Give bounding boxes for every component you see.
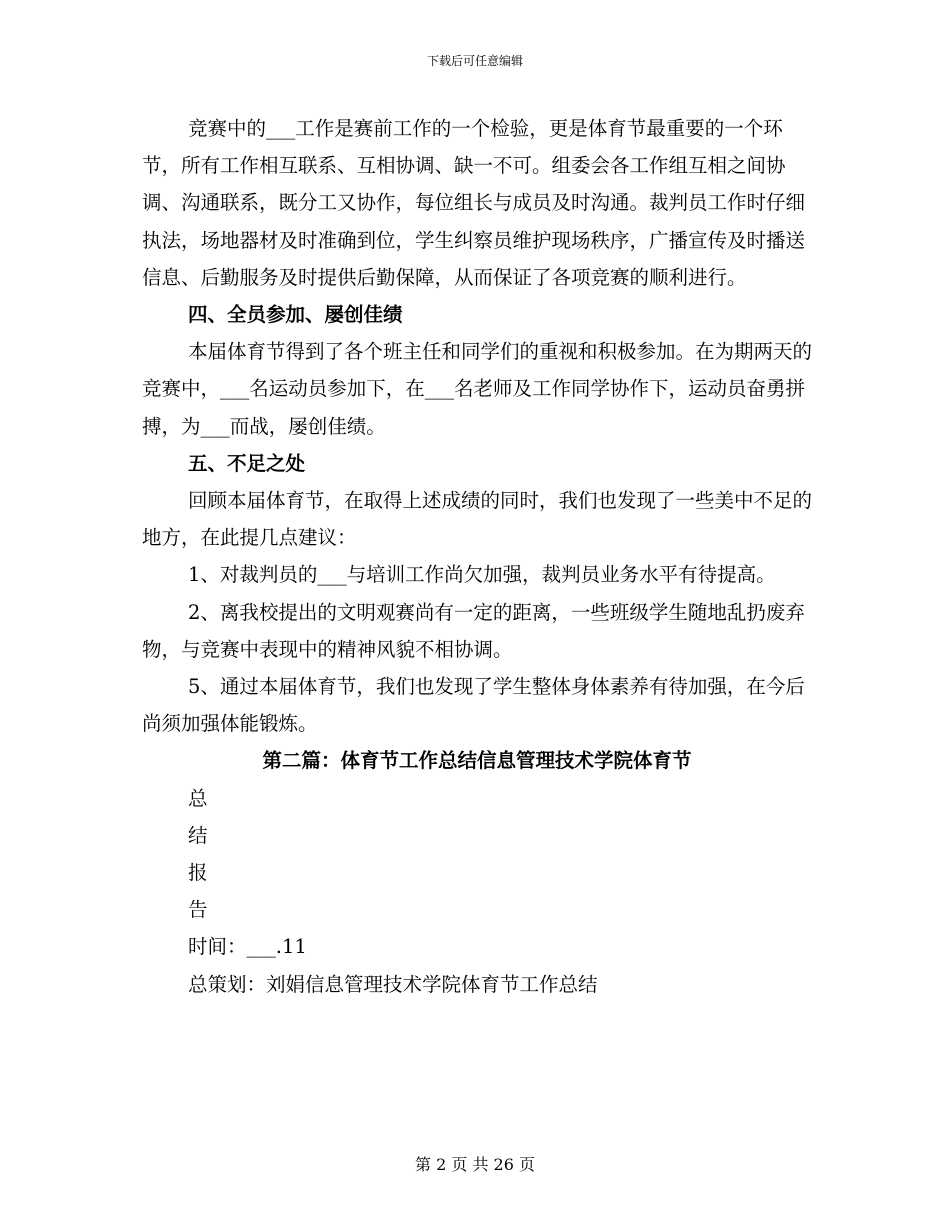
suggestion-item-2: 2、离我校提出的文明观赛尚有一定的距离，一些班级学生随地乱扔废弃物，与竞赛中表现中的精神风貌不相协调。 [142, 600, 805, 661]
paragraph-participation: 本届体育节得到了各个班主任和同学们的重视和积极参加。在为期两天的竞赛中，___名运动员参加下，在___名老师及工作同学协作下，运动员奋勇拼搏，为___而战，屡创佳绩。 [142, 340, 813, 438]
vertical-char: 报 [188, 861, 208, 885]
suggestion-item-1: 1、对裁判员的___与培训工作尚欠加强，裁判员业务水平有待提高。 [188, 563, 776, 587]
time-line: 时间：___.11 [188, 935, 307, 959]
document-body [142, 110, 812, 1003]
paragraph-competition: 竞赛中的___工作是赛前工作的一个检验，更是体育节最重要的一个环节，所有工作相互联系、互相协调、缺一不可。组委会各工作组互相之间协调、沟通联系，既分工又协作，每位组长与成员及时沟通。裁判员工作时仔细执法，场地器材及时准确到位，学生纠察员维护现场秩序，广播宣传及时播送信息、后勤服务及时提供后勤保障，从而保证了各项竞赛的顺利进行。 [142, 117, 806, 289]
vertical-char: 告 [188, 898, 208, 922]
planner-line: 总策划：刘娟信息管理技术学院体育节工作总结 [188, 972, 598, 996]
heading-section-four: 四、全员参加、屡创佳绩 [188, 303, 403, 327]
heading-section-five: 五、不足之处 [188, 451, 306, 475]
page-footer: 第 2 页 共 26 页 [415, 1155, 535, 1174]
vertical-char: 结 [188, 823, 208, 847]
paragraph-review: 回顾本届体育节，在取得上述成绩的同时，我们也发现了一些美中不足的地方，在此提几点建议： [142, 489, 813, 550]
suggestion-item-3: 5、通过本届体育节，我们也发现了学生整体身体素养有待加强，在今后尚须加强体能锻炼。 [142, 675, 805, 736]
page-header: 下载后可任意编辑 [426, 54, 523, 68]
vertical-char: 总 [188, 786, 208, 810]
section-two-title: 第二篇：体育节工作总结信息管理技术学院体育节 [262, 749, 692, 773]
